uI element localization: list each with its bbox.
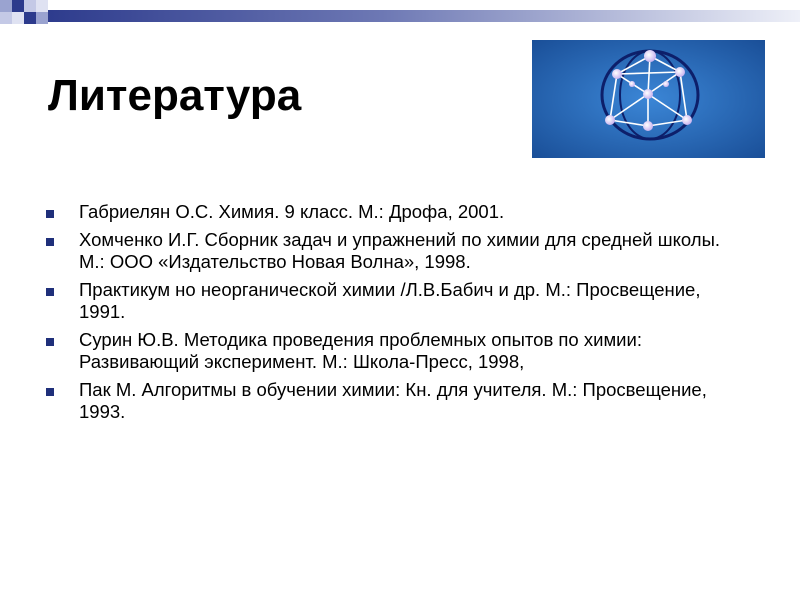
reference-text: Практикум но неорганической химии /Л.В.Бабич и др. М.: Просвещение, 1991. — [79, 279, 701, 322]
top-decoration-bar — [0, 0, 800, 28]
molecule-network-image — [532, 40, 765, 158]
square-bullet-icon — [46, 238, 54, 246]
square-bullet-icon — [46, 388, 54, 396]
reference-text: Габриелян О.С. Химия. 9 класс. М.: Дрофа, 2001. — [79, 201, 505, 222]
square-bullet-icon — [46, 210, 54, 218]
reference-text: Сурин Ю.В. Методика проведения проблемных опытов по химии: Развивающий эксперимент. М.: Школа-Пресс, 1998, — [79, 329, 642, 372]
square-bullet-icon — [46, 338, 54, 346]
list-item — [46, 229, 736, 273]
reference-text: Хомченко И.Г. Сборник задач и упражнений по химии для средней школы. М.: ООО «Издательство Новая Волна», 1998. — [79, 229, 721, 272]
slide-title: Литература — [48, 71, 302, 120]
square-bullet-icon — [46, 288, 54, 296]
list-item — [46, 201, 736, 223]
list-item — [46, 379, 736, 423]
reference-text: Пак М. Алгоритмы в обучении химии: Кн. для учителя. М.: Просвещение, 1993. — [79, 379, 707, 422]
list-item — [46, 329, 736, 373]
reference-list — [46, 201, 736, 429]
list-item — [46, 279, 736, 323]
